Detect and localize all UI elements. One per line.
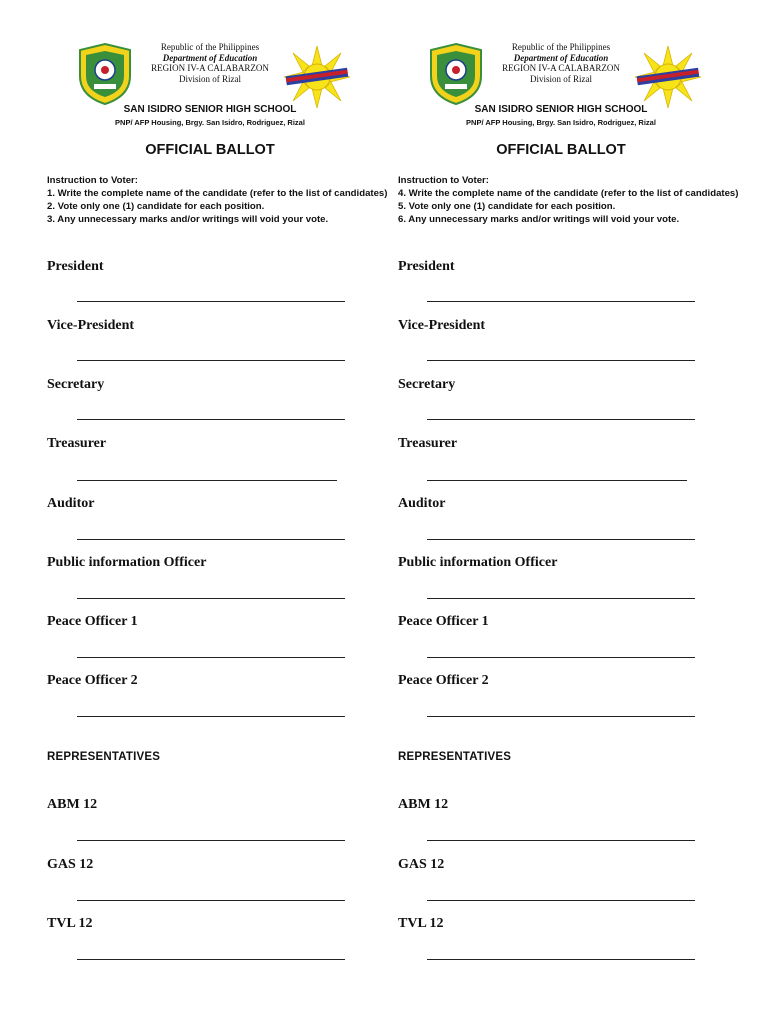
answer-line-peace-officer-2[interactable] xyxy=(77,716,345,717)
answer-line-treasurer[interactable] xyxy=(77,480,337,481)
voter-instructions xyxy=(47,174,392,226)
instruction-item: 5. Vote only one (1) candidate for each position. xyxy=(398,201,616,212)
school-name: SAN ISIDRO SENIOR HIGH SCHOOL xyxy=(123,104,297,115)
position-label-treasurer: Treasurer xyxy=(398,436,458,451)
school-seal-icon xyxy=(76,42,134,106)
instruction-item: 6. Any unnecessary marks and/or writings will void your vote. xyxy=(398,214,680,225)
instruction-item: 4. Write the complete name of the candidate (refer to the list of candidates) xyxy=(398,188,739,199)
voter-instructions xyxy=(398,174,743,226)
instruction-item: 2. Vote only one (1) candidate for each position. xyxy=(47,201,265,212)
answer-line-gas-12[interactable] xyxy=(77,900,345,901)
school-address: PNP/ AFP Housing, Brgy. San Isidro, Rodriguez, Rizal xyxy=(115,118,305,127)
rep-label-abm-12: ABM 12 xyxy=(398,797,449,812)
rep-label-tvl-12: TVL 12 xyxy=(398,916,444,931)
position-label-secretary: Secretary xyxy=(47,377,105,392)
position-label-secretary: Secretary xyxy=(398,377,456,392)
sun-logo-icon xyxy=(282,44,352,110)
position-label-auditor: Auditor xyxy=(47,496,95,511)
answer-line-pio[interactable] xyxy=(77,598,345,599)
answer-line-secretary[interactable] xyxy=(427,419,695,420)
ballot-left xyxy=(30,0,390,1024)
republic-text: Republic of the Philippines xyxy=(511,42,611,52)
position-label-president: President xyxy=(398,259,455,274)
answer-line-abm-12[interactable] xyxy=(427,840,695,841)
agency-block xyxy=(481,42,641,84)
division-text: Division of Rizal xyxy=(179,73,241,84)
rep-label-abm-12: ABM 12 xyxy=(47,797,98,812)
answer-line-peace-officer-1[interactable] xyxy=(427,657,695,658)
position-label-peace-officer-2: Peace Officer 2 xyxy=(47,673,138,688)
answer-line-gas-12[interactable] xyxy=(427,900,695,901)
ballot-header xyxy=(30,38,390,128)
rep-label-gas-12: GAS 12 xyxy=(47,857,94,872)
ballot-title: OFFICIAL BALLOT xyxy=(145,142,275,158)
position-label-peace-officer-1: Peace Officer 1 xyxy=(47,614,138,629)
rep-label-gas-12: GAS 12 xyxy=(398,857,445,872)
position-label-president: President xyxy=(47,259,104,274)
ballot-header xyxy=(381,38,741,128)
answer-line-peace-officer-1[interactable] xyxy=(77,657,345,658)
answer-line-tvl-12[interactable] xyxy=(427,959,695,960)
republic-text: Republic of the Philippines xyxy=(160,42,260,52)
representatives-heading: REPRESENTATIVES xyxy=(398,751,512,763)
position-label-auditor: Auditor xyxy=(398,496,446,511)
representatives-heading: REPRESENTATIVES xyxy=(47,751,161,763)
answer-line-auditor[interactable] xyxy=(427,539,695,540)
instruction-item: 3. Any unnecessary marks and/or writings will void your vote. xyxy=(47,214,329,225)
position-label-vice-president: Vice-President xyxy=(47,318,135,333)
position-label-peace-officer-1: Peace Officer 1 xyxy=(398,614,489,629)
answer-line-auditor[interactable] xyxy=(77,539,345,540)
position-label-vice-president: Vice-President xyxy=(398,318,486,333)
department-text: Department of Education xyxy=(513,52,609,63)
answer-line-treasurer[interactable] xyxy=(427,480,687,481)
region-text: REGION IV-A CALABARZON xyxy=(151,63,269,73)
instructions-heading: Instruction to Voter: xyxy=(398,175,489,186)
answer-line-president[interactable] xyxy=(427,301,695,302)
answer-line-abm-12[interactable] xyxy=(77,840,345,841)
instruction-item: 1. Write the complete name of the candidate (refer to the list of candidates) xyxy=(47,188,388,199)
answer-line-secretary[interactable] xyxy=(77,419,345,420)
school-name: SAN ISIDRO SENIOR HIGH SCHOOL xyxy=(474,104,648,115)
agency-block xyxy=(130,42,290,84)
position-label-peace-officer-2: Peace Officer 2 xyxy=(398,673,489,688)
ballot-right xyxy=(381,0,741,1024)
answer-line-tvl-12[interactable] xyxy=(77,959,345,960)
answer-line-peace-officer-2[interactable] xyxy=(427,716,695,717)
position-label-pio: Public information Officer xyxy=(398,555,558,570)
ballot-title: OFFICIAL BALLOT xyxy=(496,142,626,158)
school-seal-icon xyxy=(427,42,485,106)
instructions-heading: Instruction to Voter: xyxy=(47,175,138,186)
position-label-pio: Public information Officer xyxy=(47,555,207,570)
department-text: Department of Education xyxy=(162,52,258,63)
answer-line-pio[interactable] xyxy=(427,598,695,599)
answer-line-vice-president[interactable] xyxy=(77,360,345,361)
position-label-treasurer: Treasurer xyxy=(47,436,107,451)
school-address: PNP/ AFP Housing, Brgy. San Isidro, Rodriguez, Rizal xyxy=(466,118,656,127)
sun-logo-icon xyxy=(633,44,703,110)
rep-label-tvl-12: TVL 12 xyxy=(47,916,93,931)
division-text: Division of Rizal xyxy=(530,73,592,84)
answer-line-vice-president[interactable] xyxy=(427,360,695,361)
answer-line-president[interactable] xyxy=(77,301,345,302)
region-text: REGION IV-A CALABARZON xyxy=(502,63,620,73)
